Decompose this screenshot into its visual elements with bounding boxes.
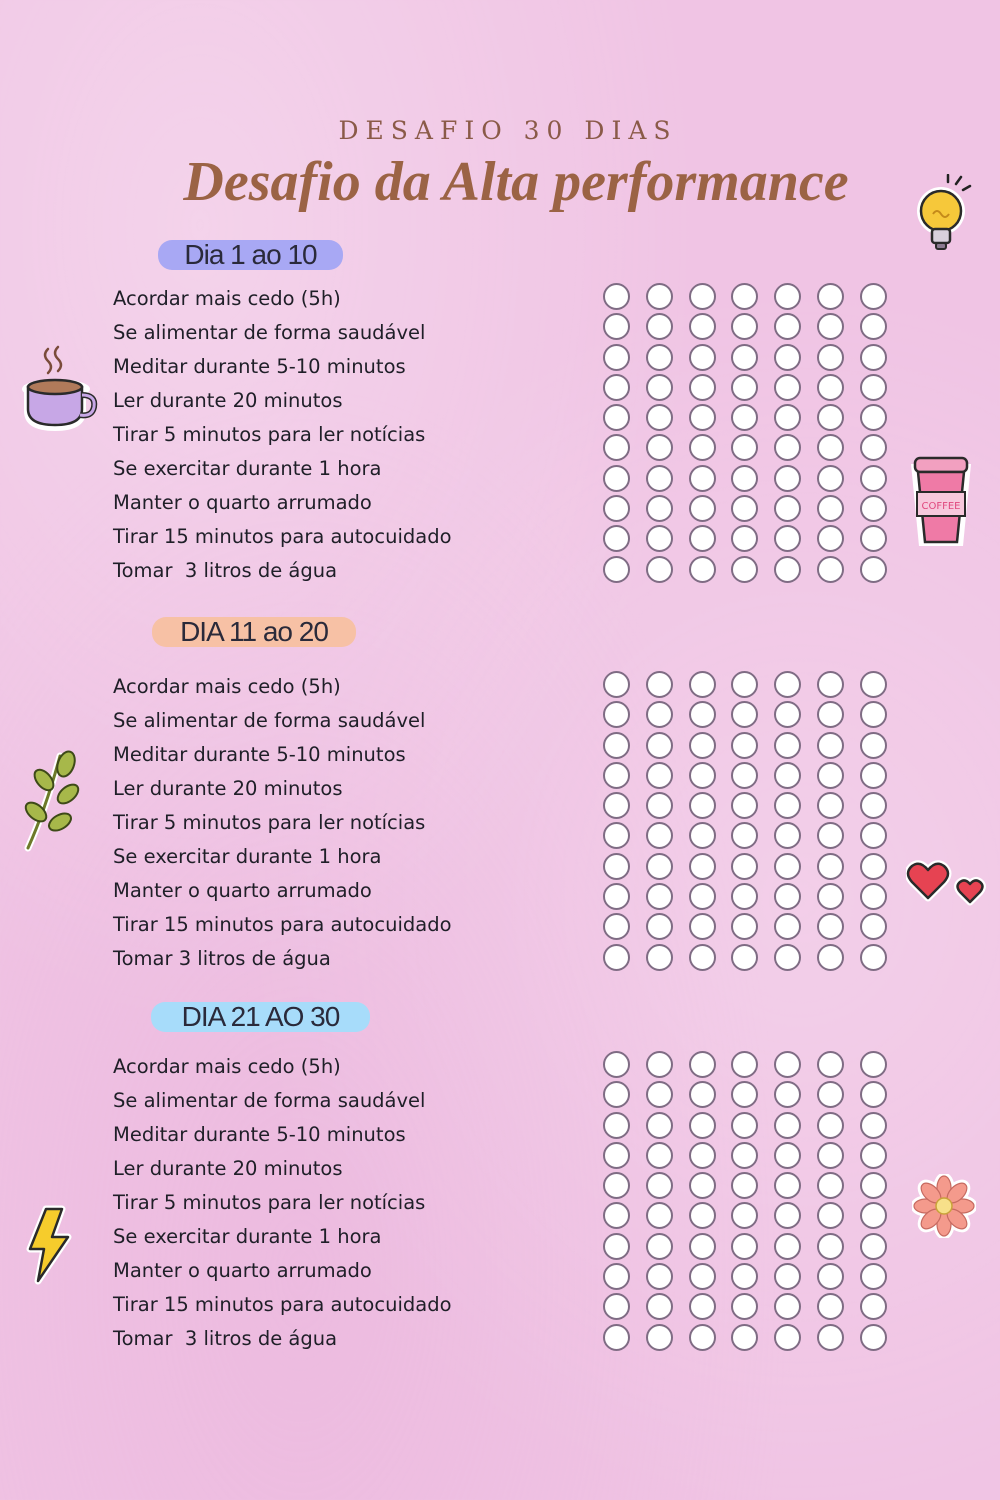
checkbox-row	[603, 1142, 903, 1172]
checkbox-circle[interactable]	[774, 313, 801, 340]
checkbox-circle[interactable]	[860, 822, 887, 849]
checkbox-circle[interactable]	[817, 1263, 844, 1290]
checkbox-circle[interactable]	[817, 762, 844, 789]
checkbox-circle[interactable]	[860, 1324, 887, 1351]
task-item: Manter o quarto arrumado	[113, 879, 372, 902]
checkbox-circle[interactable]	[860, 556, 887, 583]
checkbox-grid	[603, 1051, 903, 1354]
checkbox-circle[interactable]	[817, 822, 844, 849]
checkbox-circle[interactable]	[817, 344, 844, 371]
checkbox-row	[603, 283, 903, 313]
checkbox-circle[interactable]	[646, 671, 673, 698]
checkbox-circle[interactable]	[603, 822, 630, 849]
checkbox-circle[interactable]	[731, 374, 758, 401]
checkbox-circle[interactable]	[860, 1112, 887, 1139]
checkbox-circle[interactable]	[646, 313, 673, 340]
checkbox-circle[interactable]	[731, 1081, 758, 1108]
checkbox-row	[603, 913, 903, 943]
checkbox-circle[interactable]	[817, 944, 844, 971]
checkbox-circle[interactable]	[860, 944, 887, 971]
checkbox-circle[interactable]	[646, 944, 673, 971]
checkbox-circle[interactable]	[731, 913, 758, 940]
flower-icon	[912, 1174, 976, 1242]
checkbox-circle[interactable]	[774, 883, 801, 910]
checkbox-circle[interactable]	[817, 1233, 844, 1260]
checkbox-circle[interactable]	[646, 525, 673, 552]
checkbox-circle[interactable]	[689, 792, 716, 819]
checkbox-circle[interactable]	[817, 434, 844, 461]
checkbox-circle[interactable]	[817, 525, 844, 552]
checkbox-circle[interactable]	[689, 525, 716, 552]
checkbox-circle[interactable]	[603, 1202, 630, 1229]
checkbox-circle[interactable]	[603, 344, 630, 371]
checkbox-circle[interactable]	[689, 883, 716, 910]
checkbox-circle[interactable]	[646, 556, 673, 583]
task-item: Tomar 3 litros de água	[113, 559, 338, 582]
checkbox-circle[interactable]	[817, 701, 844, 728]
checkbox-circle[interactable]	[731, 1263, 758, 1290]
checkbox-circle[interactable]	[603, 1324, 630, 1351]
checkbox-circle[interactable]	[774, 374, 801, 401]
checkbox-circle[interactable]	[774, 1081, 801, 1108]
task-item: Ler durante 20 minutos	[113, 389, 343, 412]
checkbox-row	[603, 495, 903, 525]
checkbox-circle[interactable]	[817, 556, 844, 583]
checkbox-circle[interactable]	[646, 883, 673, 910]
checkbox-row	[603, 525, 903, 555]
checkbox-circle[interactable]	[860, 913, 887, 940]
checkbox-circle[interactable]	[646, 283, 673, 310]
checkbox-circle[interactable]	[774, 853, 801, 880]
checkbox-circle[interactable]	[689, 1172, 716, 1199]
checkbox-circle[interactable]	[603, 374, 630, 401]
checkbox-circle[interactable]	[817, 1202, 844, 1229]
checkbox-circle[interactable]	[689, 1263, 716, 1290]
task-list	[113, 1050, 452, 1356]
checkbox-circle[interactable]	[603, 792, 630, 819]
checkbox-circle[interactable]	[774, 701, 801, 728]
checkbox-row	[603, 853, 903, 883]
section-label: DIA 21 AO 30	[151, 1002, 370, 1032]
checkbox-circle[interactable]	[774, 525, 801, 552]
checkbox-circle[interactable]	[603, 671, 630, 698]
checkbox-circle[interactable]	[646, 792, 673, 819]
checkbox-circle[interactable]	[646, 1051, 673, 1078]
task-item: Se exercitar durante 1 hora	[113, 457, 382, 480]
checkbox-circle[interactable]	[860, 883, 887, 910]
checkbox-circle[interactable]	[817, 671, 844, 698]
checkbox-row	[603, 1293, 903, 1323]
checkbox-circle[interactable]	[646, 344, 673, 371]
task-item: Meditar durante 5-10 minutos	[113, 743, 406, 766]
checkbox-circle[interactable]	[731, 313, 758, 340]
checkbox-circle[interactable]	[603, 1293, 630, 1320]
checkbox-circle[interactable]	[731, 944, 758, 971]
checkbox-circle[interactable]	[860, 732, 887, 759]
checkbox-row	[603, 465, 903, 495]
checkbox-circle[interactable]	[860, 404, 887, 431]
checkbox-circle[interactable]	[603, 404, 630, 431]
task-list	[113, 282, 452, 588]
checkbox-circle[interactable]	[774, 495, 801, 522]
checkbox-circle[interactable]	[774, 1172, 801, 1199]
checkbox-circle[interactable]	[817, 1172, 844, 1199]
checkbox-circle[interactable]	[774, 1324, 801, 1351]
checkbox-row	[603, 732, 903, 762]
checkbox-circle[interactable]	[774, 404, 801, 431]
checkbox-circle[interactable]	[731, 1293, 758, 1320]
checkbox-circle[interactable]	[817, 404, 844, 431]
task-item: Tirar 15 minutos para autocuidado	[113, 1293, 452, 1316]
task-item: Se exercitar durante 1 hora	[113, 1225, 382, 1248]
checkbox-circle[interactable]	[731, 671, 758, 698]
checkbox-circle[interactable]	[860, 671, 887, 698]
checkbox-row	[603, 762, 903, 792]
checkbox-row	[603, 883, 903, 913]
checkbox-row	[603, 1324, 903, 1354]
checkbox-row	[603, 374, 903, 404]
task-item: Acordar mais cedo (5h)	[113, 287, 341, 310]
checkbox-circle[interactable]	[646, 1324, 673, 1351]
checkbox-circle[interactable]	[603, 1051, 630, 1078]
checkbox-circle[interactable]	[689, 762, 716, 789]
task-item: Tomar 3 litros de água	[113, 1327, 338, 1350]
checkbox-circle[interactable]	[689, 465, 716, 492]
checkbox-circle[interactable]	[774, 944, 801, 971]
checkbox-circle[interactable]	[860, 853, 887, 880]
checkbox-circle[interactable]	[731, 495, 758, 522]
checkbox-circle[interactable]	[860, 374, 887, 401]
checkbox-circle[interactable]	[689, 1233, 716, 1260]
checkbox-circle[interactable]	[689, 732, 716, 759]
checkbox-circle[interactable]	[646, 913, 673, 940]
checkbox-circle[interactable]	[817, 732, 844, 759]
checkbox-row	[603, 1051, 903, 1081]
checkbox-row	[603, 556, 903, 586]
checkbox-row	[603, 792, 903, 822]
task-item: Ler durante 20 minutos	[113, 777, 343, 800]
checkbox-circle[interactable]	[774, 556, 801, 583]
checkbox-circle[interactable]	[646, 465, 673, 492]
checkbox-circle[interactable]	[646, 1112, 673, 1139]
checkbox-row	[603, 822, 903, 852]
coffee-mug-icon	[20, 345, 100, 439]
checkbox-circle[interactable]	[689, 556, 716, 583]
checkbox-circle[interactable]	[603, 1172, 630, 1199]
task-item: Manter o quarto arrumado	[113, 491, 372, 514]
checkbox-circle[interactable]	[860, 1142, 887, 1169]
checkbox-circle[interactable]	[860, 313, 887, 340]
checkbox-circle[interactable]	[774, 283, 801, 310]
checkbox-circle[interactable]	[603, 701, 630, 728]
checkbox-circle[interactable]	[860, 283, 887, 310]
checkbox-circle[interactable]	[731, 1112, 758, 1139]
checkbox-circle[interactable]	[603, 1263, 630, 1290]
task-item: Se alimentar de forma saudável	[113, 1089, 426, 1112]
checkbox-circle[interactable]	[774, 1233, 801, 1260]
checkbox-circle[interactable]	[817, 1324, 844, 1351]
checkbox-circle[interactable]	[860, 344, 887, 371]
checkbox-circle[interactable]	[603, 313, 630, 340]
checkbox-circle[interactable]	[689, 313, 716, 340]
coffee-cup-label: COFFEE	[921, 501, 961, 512]
task-list	[113, 670, 452, 976]
checkbox-circle[interactable]	[860, 1233, 887, 1260]
checkbox-circle[interactable]	[817, 1112, 844, 1139]
checkbox-circle[interactable]	[731, 465, 758, 492]
checkbox-circle[interactable]	[860, 1263, 887, 1290]
checkbox-circle[interactable]	[689, 853, 716, 880]
checkbox-row	[603, 671, 903, 701]
checkbox-circle[interactable]	[646, 762, 673, 789]
checkbox-circle[interactable]	[603, 1142, 630, 1169]
checkbox-circle[interactable]	[731, 1051, 758, 1078]
task-item: Manter o quarto arrumado	[113, 1259, 372, 1282]
checkbox-circle[interactable]	[689, 404, 716, 431]
checkbox-circle[interactable]	[731, 883, 758, 910]
coffee-cup-icon	[905, 452, 977, 552]
checkbox-circle[interactable]	[646, 1263, 673, 1290]
task-item: Se alimentar de forma saudável	[113, 321, 426, 344]
checkbox-circle[interactable]	[731, 792, 758, 819]
checkbox-circle[interactable]	[731, 1233, 758, 1260]
checkbox-circle[interactable]	[817, 1142, 844, 1169]
task-item: Ler durante 20 minutos	[113, 1157, 343, 1180]
checkbox-circle[interactable]	[774, 1293, 801, 1320]
checkbox-circle[interactable]	[689, 374, 716, 401]
checkbox-circle[interactable]	[689, 283, 716, 310]
checkbox-grid	[603, 283, 903, 586]
checkbox-circle[interactable]	[860, 1051, 887, 1078]
checkbox-circle[interactable]	[689, 701, 716, 728]
checkbox-row	[603, 1172, 903, 1202]
checkbox-circle[interactable]	[646, 1172, 673, 1199]
checkbox-circle[interactable]	[689, 822, 716, 849]
checkbox-circle[interactable]	[774, 1112, 801, 1139]
checkbox-circle[interactable]	[774, 913, 801, 940]
task-item: Tirar 15 minutos para autocuidado	[113, 913, 452, 936]
checkbox-circle[interactable]	[689, 1293, 716, 1320]
checkbox-circle[interactable]	[689, 1081, 716, 1108]
task-item: Acordar mais cedo (5h)	[113, 675, 341, 698]
checkbox-circle[interactable]	[603, 283, 630, 310]
checkbox-circle[interactable]	[689, 1324, 716, 1351]
checkbox-circle[interactable]	[689, 913, 716, 940]
hearts-icon	[906, 858, 990, 912]
checkbox-circle[interactable]	[860, 434, 887, 461]
checkbox-circle[interactable]	[646, 1142, 673, 1169]
checkbox-circle[interactable]	[817, 1293, 844, 1320]
checkbox-circle[interactable]	[774, 822, 801, 849]
checkbox-circle[interactable]	[731, 404, 758, 431]
checkbox-circle[interactable]	[603, 465, 630, 492]
lightning-bolt-icon	[24, 1205, 74, 1289]
checkbox-circle[interactable]	[603, 1233, 630, 1260]
checkbox-circle[interactable]	[731, 344, 758, 371]
checkbox-circle[interactable]	[817, 465, 844, 492]
checkbox-circle[interactable]	[774, 762, 801, 789]
checkbox-circle[interactable]	[774, 792, 801, 819]
checkbox-row	[603, 344, 903, 374]
section-label: DIA 11 ao 20	[152, 617, 356, 647]
checkbox-circle[interactable]	[689, 434, 716, 461]
checkbox-circle[interactable]	[646, 732, 673, 759]
checkbox-circle[interactable]	[646, 374, 673, 401]
checkbox-circle[interactable]	[860, 701, 887, 728]
checkbox-circle[interactable]	[860, 1202, 887, 1229]
checkbox-circle[interactable]	[860, 1081, 887, 1108]
checkbox-circle[interactable]	[646, 1081, 673, 1108]
task-item: Meditar durante 5-10 minutos	[113, 355, 406, 378]
checkbox-circle[interactable]	[774, 671, 801, 698]
checkbox-row	[603, 1263, 903, 1293]
checkbox-circle[interactable]	[860, 465, 887, 492]
checkbox-circle[interactable]	[646, 1202, 673, 1229]
checkbox-circle[interactable]	[860, 495, 887, 522]
task-item: Se exercitar durante 1 hora	[113, 845, 382, 868]
checkbox-circle[interactable]	[603, 762, 630, 789]
checkbox-circle[interactable]	[774, 1142, 801, 1169]
checkbox-circle[interactable]	[603, 556, 630, 583]
checkbox-circle[interactable]	[603, 853, 630, 880]
checkbox-circle[interactable]	[646, 1233, 673, 1260]
task-item: Tirar 5 minutos para ler notícias	[113, 811, 426, 834]
checkbox-circle[interactable]	[860, 525, 887, 552]
checkbox-circle[interactable]	[731, 1142, 758, 1169]
checkbox-circle[interactable]	[860, 1172, 887, 1199]
checkbox-circle[interactable]	[774, 344, 801, 371]
checkbox-circle[interactable]	[603, 495, 630, 522]
checkbox-circle[interactable]	[731, 556, 758, 583]
task-item: Tirar 5 minutos para ler notícias	[113, 423, 426, 446]
checkbox-circle[interactable]	[731, 525, 758, 552]
checkbox-circle[interactable]	[731, 762, 758, 789]
checkbox-grid	[603, 671, 903, 974]
task-item: Tirar 5 minutos para ler notícias	[113, 1191, 426, 1214]
checkbox-circle[interactable]	[646, 495, 673, 522]
checkbox-circle[interactable]	[860, 1293, 887, 1320]
task-item: Meditar durante 5-10 minutos	[113, 1123, 406, 1146]
checkbox-circle[interactable]	[689, 671, 716, 698]
checkbox-circle[interactable]	[646, 434, 673, 461]
checkbox-circle[interactable]	[603, 883, 630, 910]
checkbox-circle[interactable]	[603, 1112, 630, 1139]
checkbox-circle[interactable]	[817, 313, 844, 340]
checkbox-circle[interactable]	[603, 732, 630, 759]
checkbox-circle[interactable]	[774, 1202, 801, 1229]
checkbox-circle[interactable]	[774, 1051, 801, 1078]
checkbox-row	[603, 313, 903, 343]
checkbox-circle[interactable]	[731, 701, 758, 728]
checkbox-circle[interactable]	[817, 283, 844, 310]
header-kicker: DESAFIO 30 DIAS	[338, 116, 678, 145]
checkbox-circle[interactable]	[731, 283, 758, 310]
checkbox-circle[interactable]	[646, 853, 673, 880]
task-item: Acordar mais cedo (5h)	[113, 1055, 341, 1078]
lightbulb-icon	[908, 174, 978, 262]
checkbox-circle[interactable]	[646, 822, 673, 849]
checkbox-circle[interactable]	[646, 404, 673, 431]
checkbox-row	[603, 1233, 903, 1263]
checkbox-row	[603, 1202, 903, 1232]
checkbox-row	[603, 1081, 903, 1111]
checkbox-circle[interactable]	[731, 1202, 758, 1229]
checkbox-row	[603, 434, 903, 464]
checkbox-circle[interactable]	[689, 495, 716, 522]
checkbox-circle[interactable]	[817, 913, 844, 940]
checkbox-circle[interactable]	[731, 434, 758, 461]
checkbox-circle[interactable]	[817, 374, 844, 401]
task-item: Tirar 15 minutos para autocuidado	[113, 525, 452, 548]
checkbox-circle[interactable]	[689, 1051, 716, 1078]
section-label: Dia 1 ao 10	[158, 240, 343, 270]
checkbox-circle[interactable]	[603, 944, 630, 971]
checkbox-circle[interactable]	[646, 1293, 673, 1320]
checkbox-circle[interactable]	[817, 883, 844, 910]
checkbox-circle[interactable]	[689, 1112, 716, 1139]
checkbox-row	[603, 1112, 903, 1142]
checkbox-circle[interactable]	[817, 1051, 844, 1078]
leaf-branch-icon	[18, 750, 84, 858]
checkbox-circle[interactable]	[603, 913, 630, 940]
checkbox-circle[interactable]	[860, 762, 887, 789]
checkbox-circle[interactable]	[731, 822, 758, 849]
checkbox-circle[interactable]	[731, 853, 758, 880]
task-item: Se alimentar de forma saudável	[113, 709, 426, 732]
checkbox-circle[interactable]	[689, 344, 716, 371]
checkbox-circle[interactable]	[731, 1172, 758, 1199]
checkbox-row	[603, 701, 903, 731]
checkbox-circle[interactable]	[774, 1263, 801, 1290]
checkbox-row	[603, 404, 903, 434]
checkbox-circle[interactable]	[731, 732, 758, 759]
checkbox-circle[interactable]	[689, 1202, 716, 1229]
checkbox-circle[interactable]	[774, 732, 801, 759]
checkbox-circle[interactable]	[860, 792, 887, 819]
checkbox-circle[interactable]	[817, 495, 844, 522]
checkbox-circle[interactable]	[689, 1142, 716, 1169]
checkbox-circle[interactable]	[817, 1081, 844, 1108]
checkbox-circle[interactable]	[603, 1081, 630, 1108]
checkbox-circle[interactable]	[603, 525, 630, 552]
checkbox-circle[interactable]	[817, 853, 844, 880]
checkbox-circle[interactable]	[731, 1324, 758, 1351]
page-title: Desafio da Alta performance	[183, 151, 849, 213]
task-item: Tomar 3 litros de água	[113, 947, 331, 970]
checkbox-circle[interactable]	[817, 792, 844, 819]
checkbox-circle[interactable]	[646, 701, 673, 728]
checkbox-circle[interactable]	[603, 434, 630, 461]
checkbox-row	[603, 944, 903, 974]
checkbox-circle[interactable]	[689, 944, 716, 971]
checkbox-circle[interactable]	[774, 465, 801, 492]
checkbox-circle[interactable]	[774, 434, 801, 461]
